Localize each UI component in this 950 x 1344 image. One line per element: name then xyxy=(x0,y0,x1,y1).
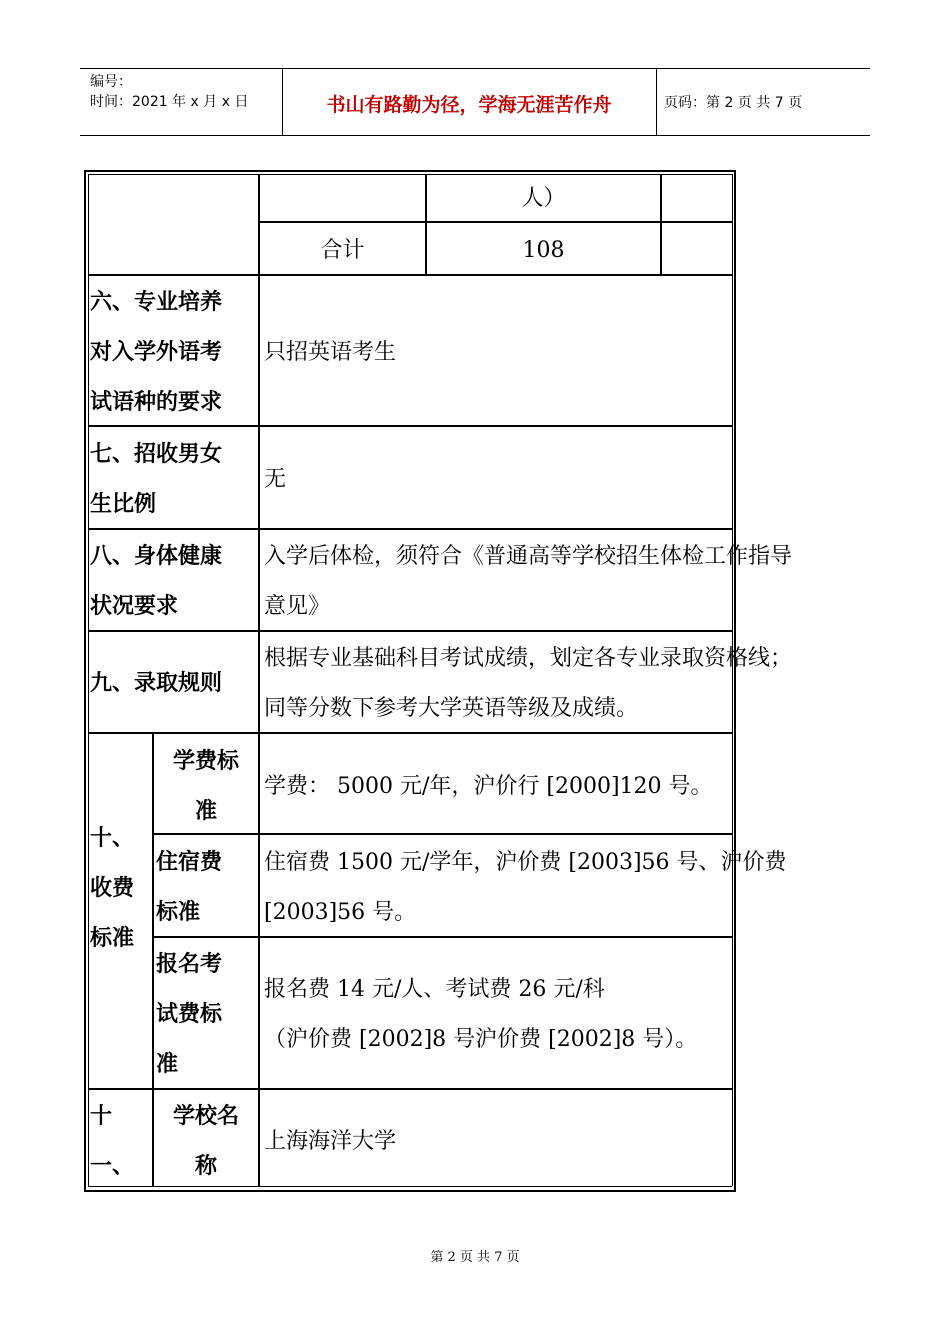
header-bottom-rule xyxy=(80,135,870,136)
cell-top-text: 人） xyxy=(521,186,566,211)
lodging-label: 住宿费 标准 xyxy=(156,850,223,925)
page-header xyxy=(80,68,870,136)
section-6-content: 只招英语考生 xyxy=(264,340,397,365)
header-code: 编号： xyxy=(90,74,132,90)
section-10-label: 十、 收费 标准 xyxy=(90,826,135,951)
section-6-label: 六、专业培养 对入学外语考 试语种的要求 xyxy=(90,290,223,415)
school-name-content: 上海海洋大学 xyxy=(264,1129,397,1154)
table-inner-rule xyxy=(88,174,89,1186)
header-meta xyxy=(90,72,248,112)
section-11-label: 十 一、 xyxy=(90,1104,135,1179)
lodging-content: 住宿费 1500 元/学年，沪价费 [2003]56 号、沪价费 [2003]56 号。 xyxy=(264,850,787,925)
tuition-content: 学费： 5000 元/年，沪价行 [2000]120 号。 xyxy=(264,774,713,799)
section-8-content: 入学后体检，须符合《普通高等学校招生体检工作指导 意见》 xyxy=(264,544,793,619)
page-footer: 第 2 页 共 7 页 xyxy=(430,1250,520,1265)
admission-info-table xyxy=(84,170,793,1192)
section-8-label: 八、身体健康 状况要求 xyxy=(90,544,223,619)
section-9-content: 根据专业基础科目考试成绩，划定各专业录取资格线； 同等分数下参考大学英语等级及成绩。 xyxy=(264,646,793,721)
exam-fee-content: 报名费 14 元/人、考试费 26 元/科 （沪价费 [2002]8 号沪价费 [2002]8 号）。 xyxy=(264,977,698,1052)
school-name-label: 学校名 称 xyxy=(172,1104,239,1179)
header-page-info: 页码：第 2 页 共 7 页 xyxy=(664,95,803,111)
exam-fee-label: 报名考 试费标 准 xyxy=(156,952,223,1077)
tuition-label: 学费标 准 xyxy=(172,749,239,824)
column-divider xyxy=(660,174,662,275)
section-7-content: 无 xyxy=(264,467,287,492)
header-top-rule xyxy=(80,68,870,69)
header-motto: 书山有路勤为径，学海无涯苦作舟 xyxy=(326,94,612,116)
section-7-label: 七、招收男女 生比例 xyxy=(90,442,223,517)
table-border xyxy=(84,170,86,1192)
header-time: 时间：2021 年 x 月 x 日 xyxy=(90,94,249,110)
section-9-label: 九、录取规则 xyxy=(90,671,223,696)
total-label: 合计 xyxy=(320,238,365,263)
column-divider xyxy=(258,174,260,1186)
table-border xyxy=(84,170,736,172)
header-divider xyxy=(656,68,657,136)
total-value: 108 xyxy=(522,238,565,263)
